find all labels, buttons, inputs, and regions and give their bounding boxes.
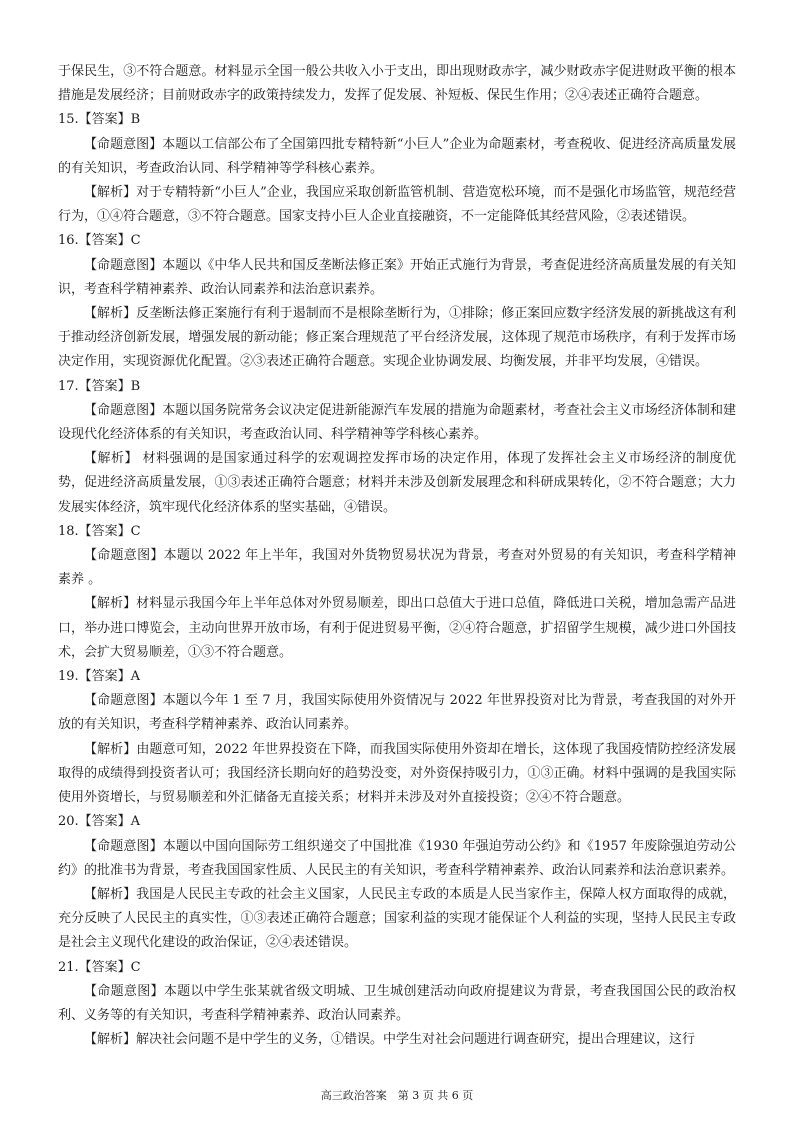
intent-paragraph: 【命题意图】本题以中国向国际劳工组织递交了中国批准《1930 年强迫劳动公约》和《1957 年废除强迫劳动公约》的批准书为背景，考查我国国家性质、人民民主的有关知识，考查科学精神素养、政治认同素养和法治意识素养。 <box>58 838 736 878</box>
intent-paragraph: 【命题意图】本题以工信部公布了全国第四批专精特新“小巨人”企业为命题素材，考查税收、促进经济高质量发展的有关知识，考查政治认同、科学精神等学科核心素养。 <box>58 136 736 176</box>
answer-heading: 15.【答案】B <box>58 112 141 128</box>
intent-paragraph: 【命题意图】本题以今年 1 至 7 月，我国实际使用外资情况与 2022 年世界投资对比为背景，考查我国的对外开放的有关知识，考查科学精神素养、政治认同素养。 <box>58 693 736 733</box>
answer-heading: 18.【答案】C <box>58 523 141 539</box>
analysis-paragraph: 【解析】解决社会问题不是中学生的义务，①错误。中学生对社会问题进行调查研究，提出合理建议，这行 <box>84 1032 696 1048</box>
intent-paragraph: 【命题意图】本题以 2022 年上半年，我国对外货物贸易状况为背景，考查对外贸易的有关知识，考查科学精神素养 。 <box>58 548 736 588</box>
page-footer: 高三政治答案 第 3 页 共 6 页 <box>320 1089 474 1102</box>
analysis-paragraph: 【解析】我国是人民民主专政的社会主义国家，人民民主专政的本质是人民当家作主，保障人权方面取得的成就，充分反映了人民民主的真实性，①③表述正确符合题意；国家利益的实现才能保证个人利益的实现，坚持人民民主专政是社会主义现代化建设的政治保证，②④表述错误。 <box>58 886 736 951</box>
answer-item-18 <box>58 520 736 665</box>
answer-heading: 20.【答案】A <box>58 814 141 830</box>
analysis-paragraph: 【解析】反垄断法修正案施行有利于遏制而不是根除垄断行为，①排除；修正案回应数字经济发展的新挑战这有利于推动经济创新发展，增强发展的新动能；修正案合理规范了平台经济发展，这体现了规范市场秩序，有利于发挥市场决定作用，实现资源优化配置。②③表述正确符合题意。实现企业协调发展、均衡发展，并非平均发展，④错误。 <box>58 306 736 370</box>
answer-heading: 17.【答案】B <box>58 378 141 394</box>
answer-item-20 <box>58 810 736 955</box>
analysis-paragraph: 【解析】材料显示我国今年上半年总体对外贸易顺差，即出口总值大于进口总值，降低进口关税，增加急需产品进口，举办进口博览会，主动向世界开放市场，有利于促进贸易平衡，②④符合题意，扩招留学生规模，减少进口外国技术，会扩大贸易顺差，①③不符合题意。 <box>58 596 736 660</box>
intent-paragraph: 【命题意图】本题以中学生张某就省级文明城、卫生城创建活动向政府提建议为背景，考查我国国公民的政治权利、义务等的有关知识，考查科学精神素养、政治认同素养。 <box>58 983 736 1023</box>
analysis-paragraph: 【解析】由题意可知，2022 年世界投资在下降，而我国实际使用外资却在增长，这体现了我国疫情防控经济发展取得的成绩得到投资者认可；我国经济长期向好的趋势没变，对外资保持吸引力，①③正确。材料中强调的是我国实际使用外资增长，与贸易顺差和外汇储备无直接关系；材料并未涉及对外直接投资；②④不符合题意。 <box>58 741 736 806</box>
answer-heading: 21.【答案】C <box>58 959 141 975</box>
answer-heading: 19.【答案】A <box>58 669 141 685</box>
answer-heading: 16.【答案】C <box>58 233 141 249</box>
continued-paragraph: 于保民生，③不符合题意。材料显示全国一般公共收入小于支出，即出现财政赤字，减少财政赤字促进财政平衡的根本措施是发展经济；目前财政赤字的政策持续发力，发挥了促发展、补短板、保民生作用；②④表述正确符合题意。 <box>58 64 736 104</box>
intent-paragraph: 【命题意图】本题以国务院常务会议决定促进新能源汽车发展的措施为命题素材，考查社会主义市场经济体制和建设现代化经济体系的有关知识，考查政治认同、科学精神等学科核心素养。 <box>58 402 736 443</box>
answer-item-17 <box>58 375 736 520</box>
answer-item-21 <box>58 956 736 1053</box>
answer-item-16 <box>58 229 736 374</box>
analysis-paragraph: 【解析】 材料强调的是国家通过科学的宏观调控发挥市场的决定作用，体现了发挥社会主义市场经济的制度优势，促进经济高质量发展，①③表述正确符合题意；材料并未涉及创新发展理念和科研成果转化，②不符合题意；大力发展实体经济，筑牢现代化经济体系的坚实基础，④错误。 <box>58 451 736 515</box>
analysis-paragraph: 【解析】对于专精特新“小巨人”企业，我国应采取创新监管机制、营造宽松环境，而不是强化市场监管，规范经营行为，①④符合题意，③不符合题意。国家支持小巨人企业直接融资，不一定能降低其经营风险，②表述错误。 <box>58 185 736 225</box>
answer-item-15 <box>58 108 736 229</box>
answer-item-19 <box>58 665 736 810</box>
intent-paragraph: 【命题意图】本题以《中华人民共和国反垄断法修正案》开始正式施行为背景，考查促进经济高质量发展的有关知识，考查科学精神素养、政治认同素养和法治意识素养。 <box>58 257 736 297</box>
